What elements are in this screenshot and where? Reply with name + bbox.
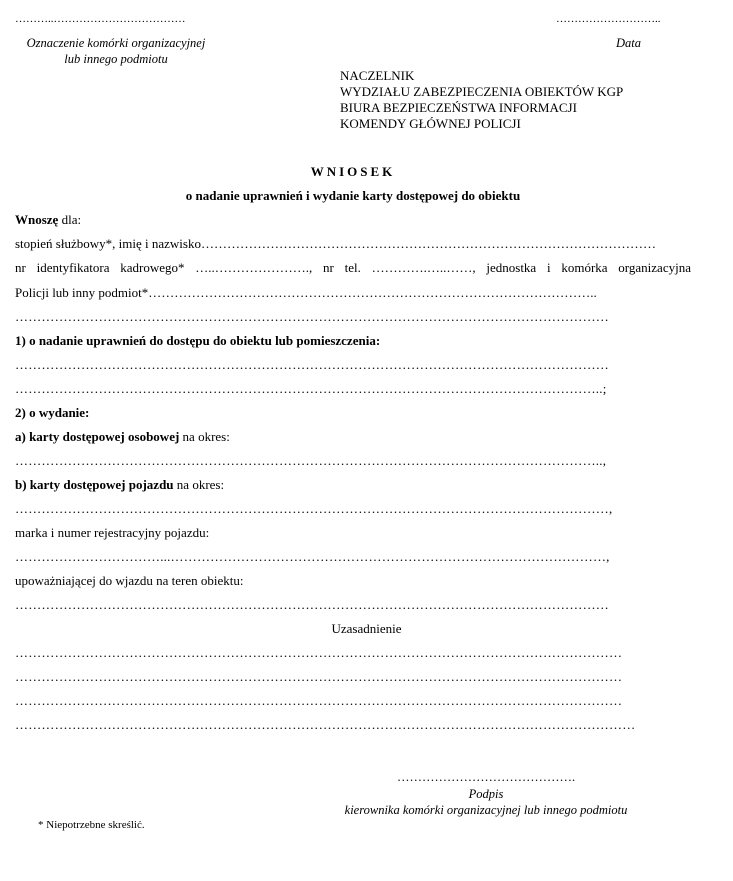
entry-authorization-dots: ……………………………………………………………………………………………………………………… (15, 598, 609, 611)
addressee-line-4: KOMENDY GŁÓWNEJ POLICJI (340, 116, 521, 131)
vehicle-make-label: marka i numer rejestracyjny pojazdu: (15, 525, 210, 540)
addressee-line-2: WYDZIAŁU ZABEZPIECZENIA OBIEKTÓW KGP (340, 84, 624, 99)
id-word: komórka (561, 260, 608, 275)
section-2-heading: 2) o wydanie: (15, 405, 90, 420)
unit-designation-label: Oznaczenie komórki organizacyjnej (26, 36, 206, 50)
personal-card-label (15, 430, 230, 443)
personal-card-label-bold: a) karty dostępowej osobowej (15, 429, 180, 444)
unit-designation-dots: ………..……………………………… (15, 13, 186, 25)
id-word: i (546, 260, 551, 275)
justification-line-2: ………………………………………………………………………………………………………………………… (15, 670, 623, 683)
id-word: organizacyjna (618, 260, 691, 275)
request-intro-rest: dla: (58, 212, 82, 227)
id-word: nr (323, 260, 334, 275)
personal-card-period-dots: …………………………………………………………………………………………………………………….., (15, 454, 607, 467)
id-word: nr (15, 260, 26, 275)
personal-card-label-rest: na okres: (179, 429, 230, 444)
footnote: * Niepotrzebne skreślić. (38, 819, 145, 831)
id-word: tel. (344, 260, 361, 275)
vehicle-card-period-dots: ………………………………………………………………………………………………………………………, (15, 502, 613, 515)
justification-line-3: ………………………………………………………………………………………………………………………… (15, 694, 623, 707)
section-1-heading: 1) o nadanie uprawnień do dostępu do obiektu lub pomieszczenia: (15, 333, 381, 348)
unit-designation-label-line2: lub innego podmiotu (64, 52, 168, 66)
section-1-line-1: ……………………………………………………………………………………………………………………… (15, 358, 609, 371)
signature-dots: ……………………………………. (396, 770, 576, 784)
vehicle-card-label (15, 478, 224, 491)
justification-heading: Uzasadnienie (331, 621, 402, 636)
signature-role-label: kierownika komórki organizacyjnej lub innego podmiotu (344, 803, 628, 817)
id-word: jednostka (486, 260, 537, 275)
section-1-line-2: ……………………………………………………………………………………………………………………..; (15, 382, 607, 395)
date-label: Data (616, 36, 641, 50)
rank-name-field: stopień służbowy*, imię i nazwisko…………………………………………………………………………………………… (15, 236, 656, 251)
vehicle-card-label-rest: na okres: (173, 477, 225, 492)
justification-line-1: ………………………………………………………………………………………………………………………… (15, 646, 623, 659)
justification-line-4: …………………………………………………………………………………………………………………………… (15, 718, 636, 731)
addressee-line-3: BIURA BEZPIECZEŃSTWA INFORMACJI (340, 100, 577, 115)
request-intro-bold: Wnoszę (15, 212, 59, 227)
document-title: WNIOSEK (310, 164, 396, 179)
vehicle-make-dots: ……………………………...………………………………………………………………………………………, (15, 550, 610, 563)
applicant-continuation-dots: ……………………………………………………………………………………………………………………… (15, 310, 609, 323)
id-word: identyfikatora (36, 260, 110, 275)
date-dots: ……………………….. (556, 13, 661, 25)
id-phone-unit-line (15, 261, 691, 274)
signature-label: Podpis (468, 787, 504, 801)
id-field-dots: …..…………………., (195, 260, 313, 275)
request-intro (15, 213, 81, 226)
id-word: kadrowego* (120, 260, 185, 275)
document-subtitle: o nadanie uprawnień i wydanie karty dostępowej do obiektu (185, 188, 521, 203)
phone-field-dots: ………….…..……, (371, 260, 476, 275)
entry-authorization-label: upoważniającej do wjazdu na teren obiektu: (15, 573, 244, 588)
unit-field: Policji lub inny podmiot*………………………………………………………………………………………….. (15, 285, 597, 300)
vehicle-card-label-bold: b) karty dostępowej pojazdu (15, 477, 174, 492)
addressee-line-1: NACZELNIK (340, 68, 415, 83)
